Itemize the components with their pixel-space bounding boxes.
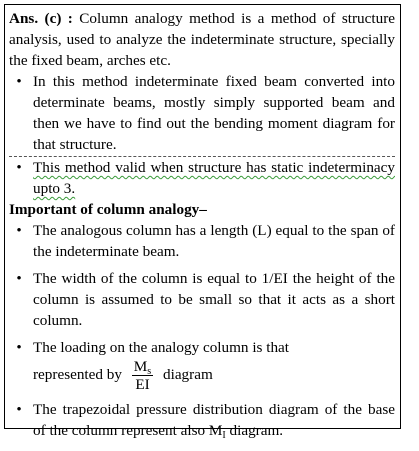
bullet-icon: • <box>16 159 22 176</box>
list-item <box>9 399 395 441</box>
fraction-denominator: EI <box>135 376 150 393</box>
list-item <box>9 220 395 262</box>
loading-prefix: represented by <box>33 365 122 383</box>
fraction-numerator: $M_s$ <box>133 358 152 377</box>
bullet-list-1 <box>9 71 395 155</box>
bullet-icon: • <box>16 339 22 356</box>
list-item-text: The width of the column is equal to 1/EI the height of the column is assumed to be small so that it acts as a short column. <box>33 270 395 329</box>
answer-intro <box>9 8 395 71</box>
bullet-icon: • <box>16 73 22 90</box>
bullet-list-1b <box>9 157 395 199</box>
list-item <box>9 157 395 199</box>
list-item <box>9 71 395 155</box>
list-item-text: This method valid when structure has static indeterminacy upto 3. <box>33 159 395 197</box>
bullet-icon: • <box>16 270 22 287</box>
fraction-ms-over-ei <box>132 358 153 393</box>
answer-label: Ans. (c) : <box>9 10 73 27</box>
loading-line1: The loading on the analogy column is that <box>33 339 290 356</box>
list-item-text: The analogous column has a length (L) equal to the span of the indeterminate beam. <box>33 222 395 260</box>
answer-box <box>4 4 401 441</box>
bullet-list-2 <box>9 220 395 441</box>
list-item-text: The trapezoidal pressure distribution diagram of the base of the column represent also $M_I$ diagram. <box>33 401 395 441</box>
bullet-icon: • <box>16 222 22 239</box>
list-item-loading <box>9 337 395 393</box>
answer-text: Column analogy method is a method of structure analysis, used to analyze the indeterminate structure, specially the fixed beam, arches etc. <box>9 10 395 69</box>
answer-content <box>9 8 395 441</box>
loading-suffix: diagram <box>163 365 213 383</box>
section-heading: Important of column analogy– <box>9 201 207 218</box>
list-item-text: In this method indeterminate fixed beam converted into determinate beams, mostly simply supported beam and then we have to find out the bending moment diagram for that structure. <box>33 73 395 153</box>
bullet-icon: • <box>16 401 22 418</box>
list-item <box>9 268 395 331</box>
